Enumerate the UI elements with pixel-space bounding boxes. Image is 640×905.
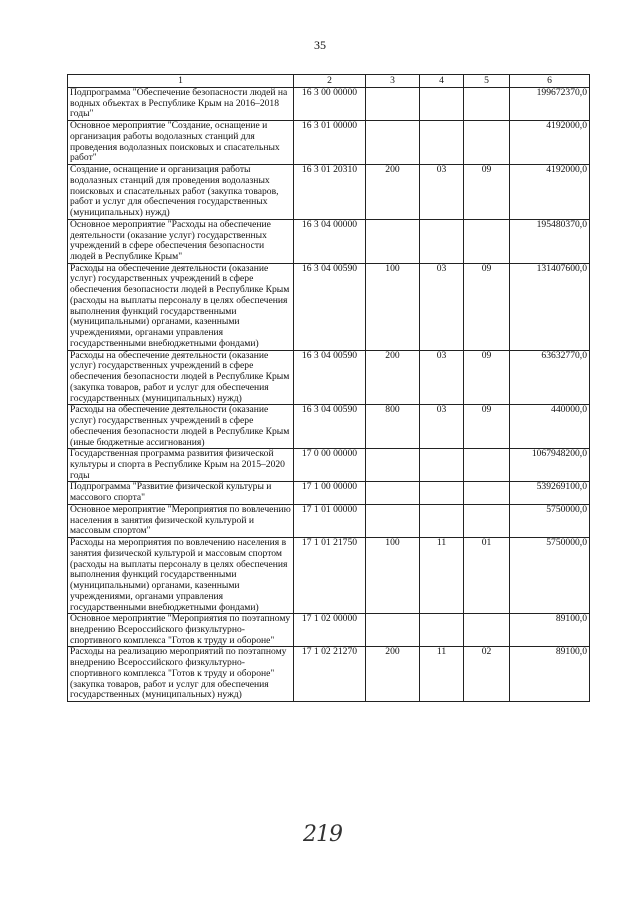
row-name: Подпрограмма "Развитие физической культуры и массового спорта" [68, 482, 294, 504]
table-row [68, 121, 590, 165]
table-row [68, 165, 590, 220]
row-expense-group [366, 449, 420, 482]
row-name: Расходы на мероприятия по вовлечению населения в занятия физической культурой и массовым спортом (расходы на выплаты персоналу в целях обеспечения выполнения функций государственными (муниципальными) органами, казенными учреждениями, органами управления государственными внебюджетными фондами) [68, 538, 294, 614]
row-amount: 5750000,0 [510, 538, 590, 614]
row-name: Основное мероприятие "Расходы на обеспечение деятельности (оказание услуг) государственных учреждений в сфере обеспечения безопасности людей в Республике Крым" [68, 219, 294, 263]
row-amount: 5750000,0 [510, 504, 590, 537]
table-row [68, 405, 590, 449]
col-header-5: 5 [464, 75, 510, 88]
row-name: Основное мероприятие "Создание, оснащение и организация работы водолазных станций для проведения водолазных поисковых и спасательных работ" [68, 121, 294, 165]
col-header-1: 1 [68, 75, 294, 88]
row-amount: 63632770,0 [510, 350, 590, 405]
row-section: 03 [420, 165, 464, 220]
col-header-4: 4 [420, 75, 464, 88]
row-code: 17 1 02 21270 [294, 647, 366, 702]
row-subsection [464, 88, 510, 121]
row-section [420, 614, 464, 647]
row-code: 16 3 04 00590 [294, 350, 366, 405]
row-expense-group: 200 [366, 165, 420, 220]
table-row [68, 538, 590, 614]
row-code: 16 3 01 20310 [294, 165, 366, 220]
row-name: Основное мероприятие "Мероприятия по вовлечению населения в занятия физической культурой и массовым спортом" [68, 504, 294, 537]
table-row [68, 219, 590, 263]
row-name: Расходы на реализацию мероприятий по поэтапному внедрению Всероссийского физкультурно-спортивного комплекса "Готов к труду и обороне" (закупка товаров, работ и услуг для обеспечения государственных (муниципальных) нужд) [68, 647, 294, 702]
row-code: 16 3 04 00000 [294, 219, 366, 263]
handwritten-page-number: 219 [303, 822, 342, 847]
row-section [420, 449, 464, 482]
row-amount: 440000,0 [510, 405, 590, 449]
row-subsection [464, 449, 510, 482]
table-row [68, 504, 590, 537]
row-name: Расходы на обеспечение деятельности (оказание услуг) государственных учреждений в сфере обеспечения безопасности людей в Республике Крым (иные бюджетные ассигнования) [68, 405, 294, 449]
row-code: 17 1 00 00000 [294, 482, 366, 504]
row-expense-group [366, 482, 420, 504]
row-section: 03 [420, 405, 464, 449]
row-amount: 89100,0 [510, 647, 590, 702]
row-amount: 195480370,0 [510, 219, 590, 263]
col-header-2: 2 [294, 75, 366, 88]
row-section: 11 [420, 538, 464, 614]
row-expense-group: 200 [366, 350, 420, 405]
table-body [68, 88, 590, 702]
row-section [420, 88, 464, 121]
table-row [68, 350, 590, 405]
row-subsection: 02 [464, 647, 510, 702]
row-expense-group: 100 [366, 538, 420, 614]
row-subsection: 09 [464, 263, 510, 350]
col-header-3: 3 [366, 75, 420, 88]
row-name: Создание, оснащение и организация работы водолазных станций для проведения водолазных поисковых и спасательных работ (закупка товаров, работ и услуг для обеспечения государственных (муниципальных) нужд) [68, 165, 294, 220]
row-code: 17 1 01 21750 [294, 538, 366, 614]
row-subsection [464, 614, 510, 647]
row-amount: 1067948200,0 [510, 449, 590, 482]
row-expense-group [366, 504, 420, 537]
row-expense-group: 800 [366, 405, 420, 449]
row-name: Расходы на обеспечение деятельности (оказание услуг) государственных учреждений в сфере обеспечения безопасности людей в Республике Крым (расходы на выплаты персоналу в целях обеспечения выполнения функций государственными (муниципальными) органами, казенными учреждениями, органами управления государственными внебюджетными фондами) [68, 263, 294, 350]
row-code: 16 3 00 00000 [294, 88, 366, 121]
row-code: 16 3 04 00590 [294, 263, 366, 350]
header-row [68, 75, 590, 88]
row-expense-group [366, 219, 420, 263]
row-section [420, 482, 464, 504]
row-name: Государственная программа развития физической культуры и спорта в Республике Крым на 2015–2020 годы [68, 449, 294, 482]
row-subsection [464, 121, 510, 165]
row-subsection: 09 [464, 165, 510, 220]
row-amount: 131407600,0 [510, 263, 590, 350]
row-name: Расходы на обеспечение деятельности (оказание услуг) государственных учреждений в сфере обеспечения безопасности людей в Республике Крым (закупка товаров, работ и услуг для обеспечения государственных (муниципальных) нужд) [68, 350, 294, 405]
row-expense-group: 200 [366, 647, 420, 702]
row-section: 03 [420, 350, 464, 405]
row-subsection [464, 482, 510, 504]
table-row [68, 614, 590, 647]
row-subsection [464, 219, 510, 263]
row-section: 03 [420, 263, 464, 350]
table-row [68, 482, 590, 504]
table-row [68, 449, 590, 482]
row-expense-group [366, 121, 420, 165]
row-subsection: 01 [464, 538, 510, 614]
row-subsection: 09 [464, 350, 510, 405]
row-amount: 199672370,0 [510, 88, 590, 121]
row-amount: 89100,0 [510, 614, 590, 647]
row-code: 16 3 01 00000 [294, 121, 366, 165]
row-expense-group [366, 88, 420, 121]
row-amount: 4192000,0 [510, 165, 590, 220]
row-subsection [464, 504, 510, 537]
row-amount: 4192000,0 [510, 121, 590, 165]
table-row [68, 263, 590, 350]
row-section [420, 219, 464, 263]
row-amount: 539269100,0 [510, 482, 590, 504]
row-code: 17 1 02 00000 [294, 614, 366, 647]
table-row [68, 88, 590, 121]
row-name: Основное мероприятие "Мероприятия по поэтапному внедрению Всероссийского физкультурно-спортивного комплекса "Готов к труду и обороне" [68, 614, 294, 647]
row-section [420, 121, 464, 165]
row-subsection: 09 [464, 405, 510, 449]
page-number: 35 [314, 38, 326, 52]
row-expense-group: 100 [366, 263, 420, 350]
row-code: 16 3 04 00590 [294, 405, 366, 449]
row-code: 17 0 00 00000 [294, 449, 366, 482]
col-header-6: 6 [510, 75, 590, 88]
row-section [420, 504, 464, 537]
row-code: 17 1 01 00000 [294, 504, 366, 537]
table-row [68, 647, 590, 702]
row-section: 11 [420, 647, 464, 702]
budget-table [67, 74, 590, 702]
row-expense-group [366, 614, 420, 647]
row-name: Подпрограмма "Обеспечение безопасности людей на водных объектах в Республике Крым на 2016–2018 годы" [68, 88, 294, 121]
